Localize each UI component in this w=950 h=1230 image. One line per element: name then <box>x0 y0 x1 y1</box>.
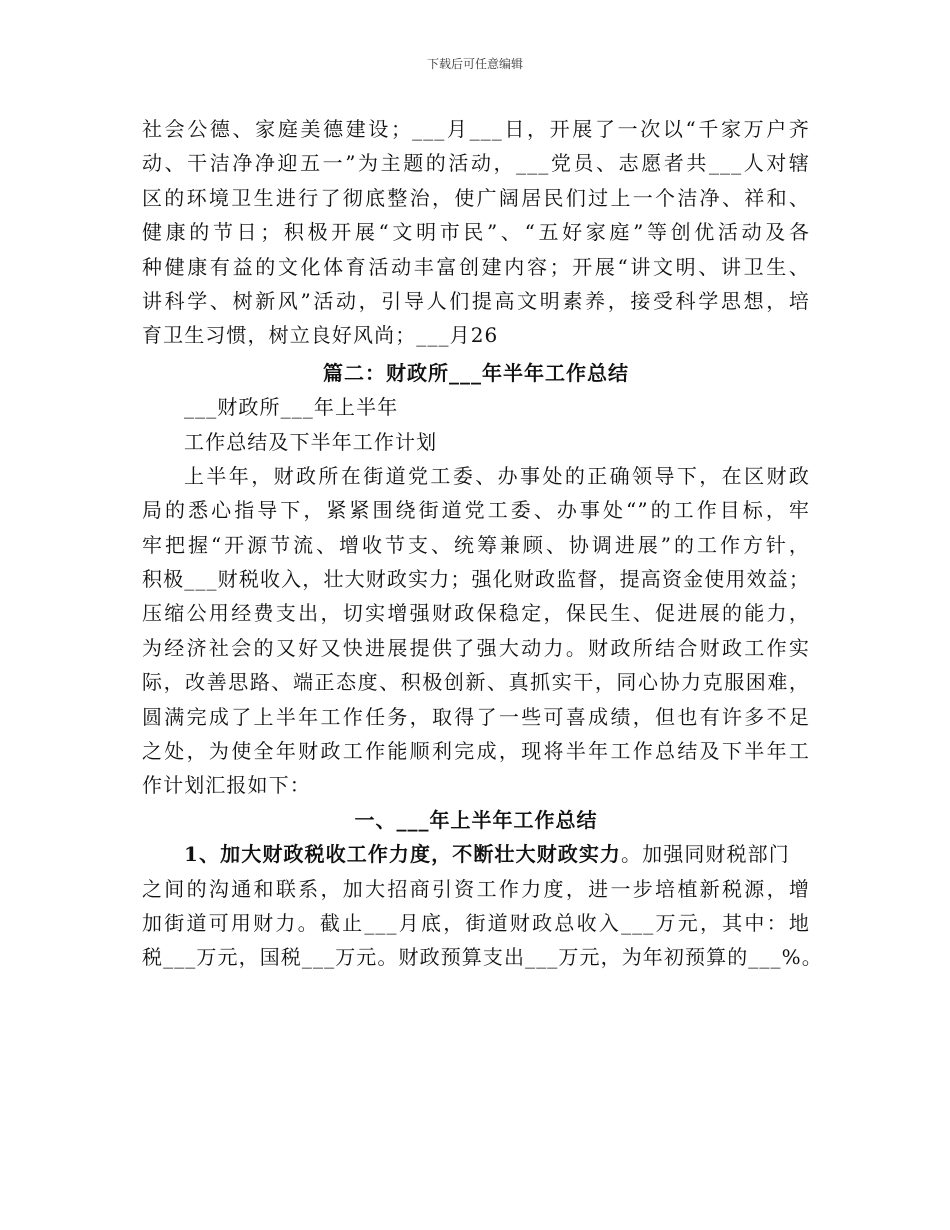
paragraph-line: 为经济社会的又好又快进展提供了强大动力。财政所结合财政工作实 <box>142 635 810 660</box>
paragraph-line: 作计划汇报如下： <box>142 773 311 798</box>
item-bold-lead: 1、加大财政税收工作力度，不断壮大财政实力 <box>184 842 622 867</box>
body-line: 区的环境卫生进行了彻底整治，使广阔居民们过上一个洁净、祥和、 <box>142 185 810 210</box>
subsection-heading: 一、___年上半年工作总结 <box>354 807 598 832</box>
item-line: 税___万元，国税___万元。财政预算支出___万元，为年初预算的___%。 <box>142 945 823 970</box>
paragraph-line: 牢把握“开源节流、增收节支、统筹兼顾、协调进展”的工作方针， <box>142 532 810 557</box>
paragraph-line: 积极___财税收入，壮大财政实力；强化财政监督，提高资金使用效益； <box>142 567 810 592</box>
page-header: 下载后可任意编辑 <box>426 57 523 71</box>
subtitle-line: ___财政所___年上半年 <box>184 395 399 420</box>
body-line: 健康的节日；积极开展“文明市民”、“五好家庭”等创优活动及各 <box>142 220 810 245</box>
body-line: 育卫生习惯，树立良好风尚；___月26 <box>142 323 499 348</box>
body-line: 种健康有益的文化体育活动丰富创建内容；开展“讲文明、讲卫生、 <box>142 254 810 279</box>
paragraph-line: 压缩公用经费支出，切实增强财政保稳定，保民生、促进展的能力， <box>142 601 810 626</box>
item-rest: 。加强同财税部门 <box>621 842 790 867</box>
paragraph-line: 之处，为使全年财政工作能顺利完成，现将半年工作总结及下半年工 <box>142 739 810 764</box>
paragraph-line: 际，改善思路、端正态度、积极创新、真抓实干，同心协力克服困难， <box>142 670 810 695</box>
paragraph-line: 局的悉心指导下，紧紧围绕街道党工委、办事处“”的工作目标，牢 <box>142 498 810 523</box>
body-line: 动、干洁净净迎五一”为主题的活动，___党员、志愿者共___人对辖 <box>142 151 810 176</box>
body-line: 讲科学、树新风”活动，引导人们提高文明素养，接受科学思想，培 <box>142 288 810 313</box>
section-title: 篇二：财政所___年半年工作总结 <box>323 360 629 385</box>
item-line <box>142 837 810 871</box>
body-line: 社会公德、家庭美德建设；___月___日，开展了一次以“千家万户齐 <box>142 117 810 141</box>
subtitle-line: 工作总结及下半年工作计划 <box>184 429 438 454</box>
paragraph-line: 圆满完成了上半年工作任务，取得了一些可喜成绩，但也有许多不足 <box>142 704 810 729</box>
item-line: 加街道可用财力。截止___月底，街道财政总收入___万元，其中：地 <box>142 910 810 935</box>
item-line: 之间的沟通和联系，加大招商引资工作力度，进一步培植新税源，增 <box>142 876 810 901</box>
document-body <box>142 112 823 975</box>
paragraph-line: 上半年，财政所在街道党工委、办事处的正确领导下，在区财政 <box>184 463 810 488</box>
